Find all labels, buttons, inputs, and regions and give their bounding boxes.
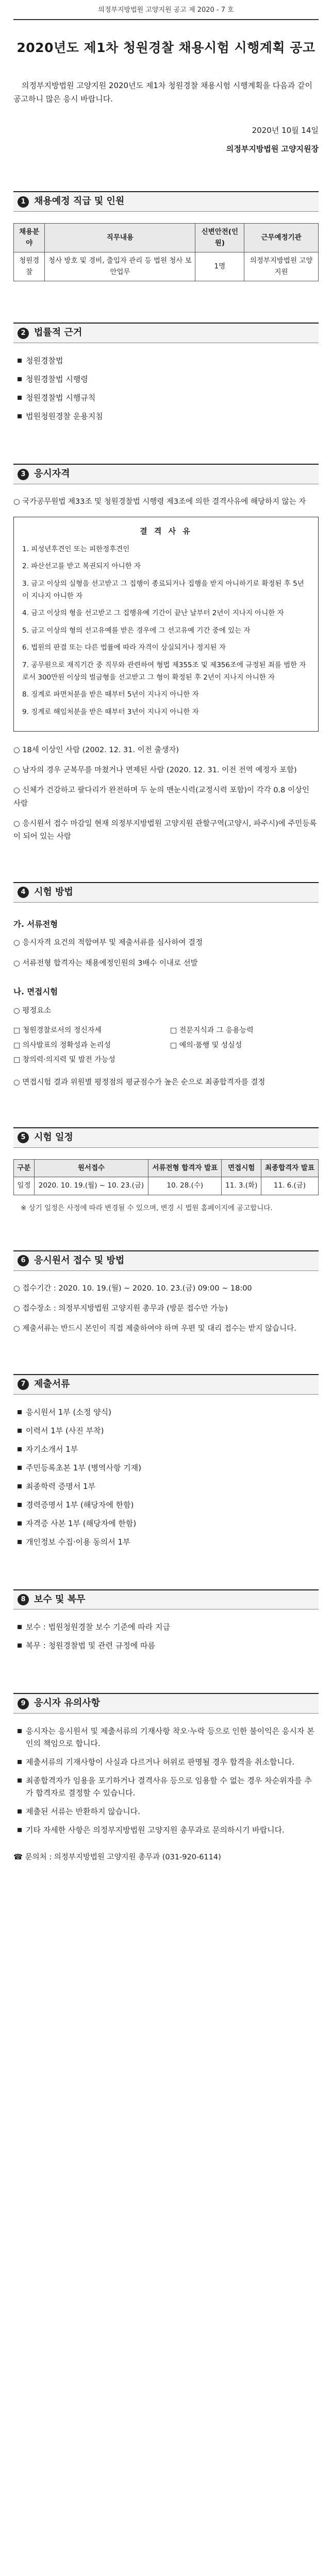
issuer: 의정부지방법원 고양지원장 [226, 144, 319, 154]
spacer [13, 1096, 319, 1127]
table-header-cell: 원서접수 [34, 1159, 148, 1177]
box-item: 1. 피성년후견인 또는 피한정후견인 [22, 545, 130, 553]
criteria-item: □ 전문지식과 그 응용능력 [170, 1025, 319, 1036]
page-title: 2020년도 제1차 청원경찰 채용시험 시행계획 공고 [16, 40, 316, 55]
table-header-cell: 면접시험 [222, 1159, 261, 1177]
box-item: 8. 징계로 파면처분을 받은 때부터 5년이 지나지 아니한 자 [22, 690, 199, 699]
section-number: 6 [18, 1255, 29, 1266]
list-item: 이력서 1부 (사진 부착) [18, 1425, 319, 1437]
legal-basis-list [13, 354, 319, 422]
section-title: 시험 일정 [34, 1131, 73, 1143]
box-item: 9. 징계로 해임처분을 받은 때부터 3년이 지나지 아니한 자 [22, 707, 199, 716]
disqualification-box [13, 517, 319, 731]
section-number: 3 [18, 469, 29, 480]
list-item: 주민등록초본 1부 (병역사항 기재) [18, 1462, 319, 1474]
section-8-heading [13, 1589, 319, 1610]
section-number: 4 [18, 887, 29, 898]
list-item: 청원경찰법 시행령 [18, 373, 319, 385]
table-cell: 의정부지방법원 고양지원 [244, 252, 319, 281]
list-item: 청원경찰법 시행규칙 [18, 392, 319, 404]
criteria-item: □ 의사발표의 정확성과 논리성 [13, 1040, 162, 1051]
list-item: 응시원서 1부 (소정 양식) [18, 1406, 319, 1418]
box-item: 3. 금고 이상의 실형을 선고받고 그 집행이 종료되거나 집행을 받지 아니하기로 확정된 후 5년이 지나지 아니한 자 [22, 579, 304, 600]
square-bullet-icon [18, 1643, 22, 1648]
section-title: 응시원서 접수 및 방법 [34, 1255, 125, 1266]
eligibility-paragraph: ○ 18세 이상인 사람 (2002. 12. 31. 이전 출생자) [13, 745, 179, 754]
box-item: 2. 파산선고를 받고 복권되지 아니한 자 [22, 562, 141, 571]
list-item: 법원청원경찰 운용지침 [18, 410, 319, 422]
exam-paragraph: ○ 서류전형 합격자는 채용예정인원의 3배수 이내로 선발 [13, 959, 198, 968]
application-paragraph: ○ 접수기간 : 2020. 10. 19.(월) ~ 2020. 10. 23.(금) 09:00 ~ 18:00 [13, 1284, 252, 1293]
subsection-heading: 나. 면접시험 [13, 987, 58, 997]
square-bullet-icon [18, 396, 22, 400]
section-3-heading [13, 464, 319, 484]
box-title: 결 격 사 유 [140, 527, 192, 536]
eligibility-paragraph: ○ 남자의 경우 군복무를 마쳤거나 면제된 사람 (2020. 12. 31. 이전 전역 예정자 포함) [13, 766, 297, 774]
section-title: 법률적 근거 [34, 327, 82, 338]
list-item: 복무 : 청원경찰법 및 관련 규정에 따름 [18, 1639, 319, 1652]
section-4-heading [13, 882, 319, 903]
eligibility-paragraph: ○ 응시원서 접수 마감일 현재 의정부지방법원 고양지원 관할구역(고양시, 파주시)에 주민등록이 되어 있는 사람 [13, 820, 317, 841]
intro-paragraph: 의정부지방법원 고양지원 2020년도 제1차 청원경찰 채용시험 시행계획을 다음과 같이 공고하니 많은 응시 바랍니다. [13, 80, 313, 104]
square-bullet-icon [18, 1447, 22, 1451]
sign-block [13, 124, 319, 155]
list-item: 개인정보 수집·이용 동의서 1부 [18, 1536, 319, 1548]
table-cell: 청원경찰 [14, 252, 45, 281]
table-cell: 11. 6.(금) [261, 1177, 319, 1195]
square-bullet-icon [18, 1503, 22, 1507]
contact-info: ☎ 문의처 : 의정부지방법원 고양지원 총무과 (031-920-6114) [13, 1853, 221, 1862]
square-bullet-icon [18, 1466, 22, 1470]
section-number: 1 [18, 196, 29, 208]
list-item: 제출서류의 기재사항이 사실과 다르거나 허위로 판명될 경우 합격을 취소합니다. [18, 1756, 319, 1768]
list-item: 응시자는 응시원서 및 제출서류의 기재사항 착오·누락 등으로 인한 불이익은 응시자 본인의 책임으로 합니다. [18, 1725, 319, 1750]
section-title: 시험 방법 [34, 886, 73, 897]
square-bullet-icon [18, 1809, 22, 1814]
section-6-heading [13, 1250, 319, 1271]
exam-paragraph: ○ 면접시험 결과 위원별 평정점의 평균점수가 높은 순으로 최종합격자를 결정 [13, 1078, 265, 1087]
criteria-item: □ 예의·품행 및 성실성 [170, 1040, 319, 1051]
table-header-cell: 서류전형 합격자 발표 [148, 1159, 222, 1177]
criteria-item: □ 창의력·의지력 및 발전 가능성 [13, 1054, 162, 1065]
list-item: 최종합격자가 임용을 포기하거나 결격사유 등으로 임용할 수 없는 경우 차순위자를 추가 합격자로 결정할 수 있습니다. [18, 1774, 319, 1799]
schedule-table [13, 1159, 319, 1195]
section-title: 응시자 유의사항 [34, 1698, 100, 1709]
eligibility-paragraph: ○ 신체가 건강하고 팔다리가 완전하며 두 눈의 맨눈시력(교정시력 포함)이 각각 0.8 이상인 사람 [13, 786, 309, 808]
application-paragraph: ○ 접수장소 : 의정부지방법원 고양지원 총무과 (방문 접수만 가능) [13, 1304, 228, 1313]
table-header-cell: 직무내용 [45, 224, 195, 252]
table-cell: 2020. 10. 19.(월) ~ 10. 23.(금) [34, 1177, 148, 1195]
square-bullet-icon [18, 1760, 22, 1764]
spacer [13, 1343, 319, 1374]
table-header-cell: 근무예정기관 [244, 224, 319, 252]
section-title: 보수 및 복무 [34, 1594, 86, 1605]
documents-list [13, 1406, 319, 1548]
list-item: 제출된 서류는 반환하지 않습니다. [18, 1805, 319, 1818]
table-row [14, 1177, 319, 1195]
table-cell: 청사 방호 및 경비, 출입자 관리 등 법원 청사 보안업무 [45, 252, 195, 281]
list-item: 경력증명서 1부 (해당자에 한함) [18, 1499, 319, 1511]
subsection-heading: 가. 서류전형 [13, 919, 58, 929]
box-item: 6. 법원의 판결 또는 다른 법률에 따라 자격이 상실되거나 정지된 자 [22, 643, 226, 652]
list-item: 자격증 사본 1부 (해당자에 한함) [18, 1517, 319, 1530]
section-2-heading [13, 323, 319, 343]
list-item: 보수 : 법원청원경찰 보수 기준에 따라 지급 [18, 1621, 319, 1633]
square-bullet-icon [18, 1778, 22, 1783]
square-bullet-icon [18, 377, 22, 381]
exam-paragraph: ○ 평정요소 [13, 1006, 52, 1015]
square-bullet-icon [18, 1625, 22, 1629]
pay-list [13, 1621, 319, 1652]
square-bullet-icon [18, 1828, 22, 1832]
box-item: 5. 금고 이상의 형의 선고유예를 받은 경우에 그 선고유예 기간 중에 있는 자 [22, 626, 251, 635]
table-row [14, 252, 319, 281]
table-header-row [14, 1159, 319, 1177]
square-bullet-icon [18, 1540, 22, 1544]
criteria-grid [13, 1025, 319, 1065]
section-number: 9 [18, 1698, 29, 1709]
section-9-heading [13, 1693, 319, 1714]
list-item: 최종학력 증명서 1부 [18, 1480, 319, 1493]
table-header-row [14, 224, 319, 252]
application-paragraph: ○ 제출서류는 반드시 본인이 직접 제출하여야 하며 우편 및 대리 접수는 받지 않습니다. [13, 1325, 296, 1333]
table-header-cell: 신변안전(인원) [195, 224, 244, 252]
section-number: 5 [18, 1132, 29, 1143]
square-bullet-icon [18, 359, 22, 363]
section-1-heading [13, 191, 319, 212]
section-number: 2 [18, 328, 29, 339]
square-bullet-icon [18, 1729, 22, 1733]
box-item: 7. 공무원으로 재직기간 중 직무와 관련하여 형법 제355조 및 제356조에 규정된 죄를 범한 자로서 300만원 이상의 벌금형을 선고받고 그 형이 확정된 후 2년이 지나지 아니한 자 [22, 661, 306, 682]
section-7-heading [13, 1374, 319, 1395]
schedule-note: ※ 상기 일정은 사정에 따라 변경될 수 있으며, 변경 시 법원 홈페이지에 공고합니다. [21, 1204, 273, 1212]
eligibility-paragraph: ○ 국가공무원법 제33조 및 청원경찰법 시행령 제3조에 의한 결격사유에 해당하지 않는 자 [13, 498, 306, 506]
table-header-cell: 최종합격자 발표 [261, 1159, 319, 1177]
square-bullet-icon [18, 1484, 22, 1488]
table-cell: 일정 [14, 1177, 35, 1195]
section-number: 7 [18, 1379, 29, 1390]
announcement-date: 2020년 10월 14일 [252, 126, 319, 135]
list-item: 자기소개서 1부 [18, 1443, 319, 1455]
table-header-cell: 구분 [14, 1159, 35, 1177]
recruitment-table [13, 223, 319, 281]
section-5-heading [13, 1127, 319, 1148]
table-cell: 1명 [195, 252, 244, 281]
table-header-cell: 채용분야 [14, 224, 45, 252]
box-item: 4. 금고 이상의 형을 선고받고 그 집행유예 기간이 끝난 날부터 2년이 지나지 아니한 자 [22, 609, 284, 618]
square-bullet-icon [18, 414, 22, 418]
square-bullet-icon [18, 1410, 22, 1414]
list-item: 청원경찰법 [18, 354, 319, 367]
notice-list [13, 1725, 319, 1836]
criteria-item: □ 청원경찰로서의 정신자세 [13, 1025, 162, 1036]
section-title: 응시자격 [34, 468, 70, 480]
exam-paragraph: ○ 응시자격 요건의 적합여부 및 제출서류를 심사하여 결정 [13, 939, 203, 947]
gazette-header: 의정부지방법원 고양지원 공고 제 2020 - 7 호 [13, 0, 319, 20]
square-bullet-icon [18, 1429, 22, 1433]
square-bullet-icon [18, 1521, 22, 1526]
table-cell: 10. 28.(수) [148, 1177, 222, 1195]
section-number: 8 [18, 1594, 29, 1605]
spacer [13, 1219, 319, 1250]
section-title: 제출서류 [34, 1378, 70, 1389]
section-title: 채용예정 직급 및 인원 [34, 196, 125, 207]
spacer [13, 851, 319, 882]
table-cell: 11. 3.(화) [222, 1177, 261, 1195]
list-item: 기타 자세한 사항은 의정부지방법원 고양지원 총무과로 문의하시기 바랍니다. [18, 1824, 319, 1836]
